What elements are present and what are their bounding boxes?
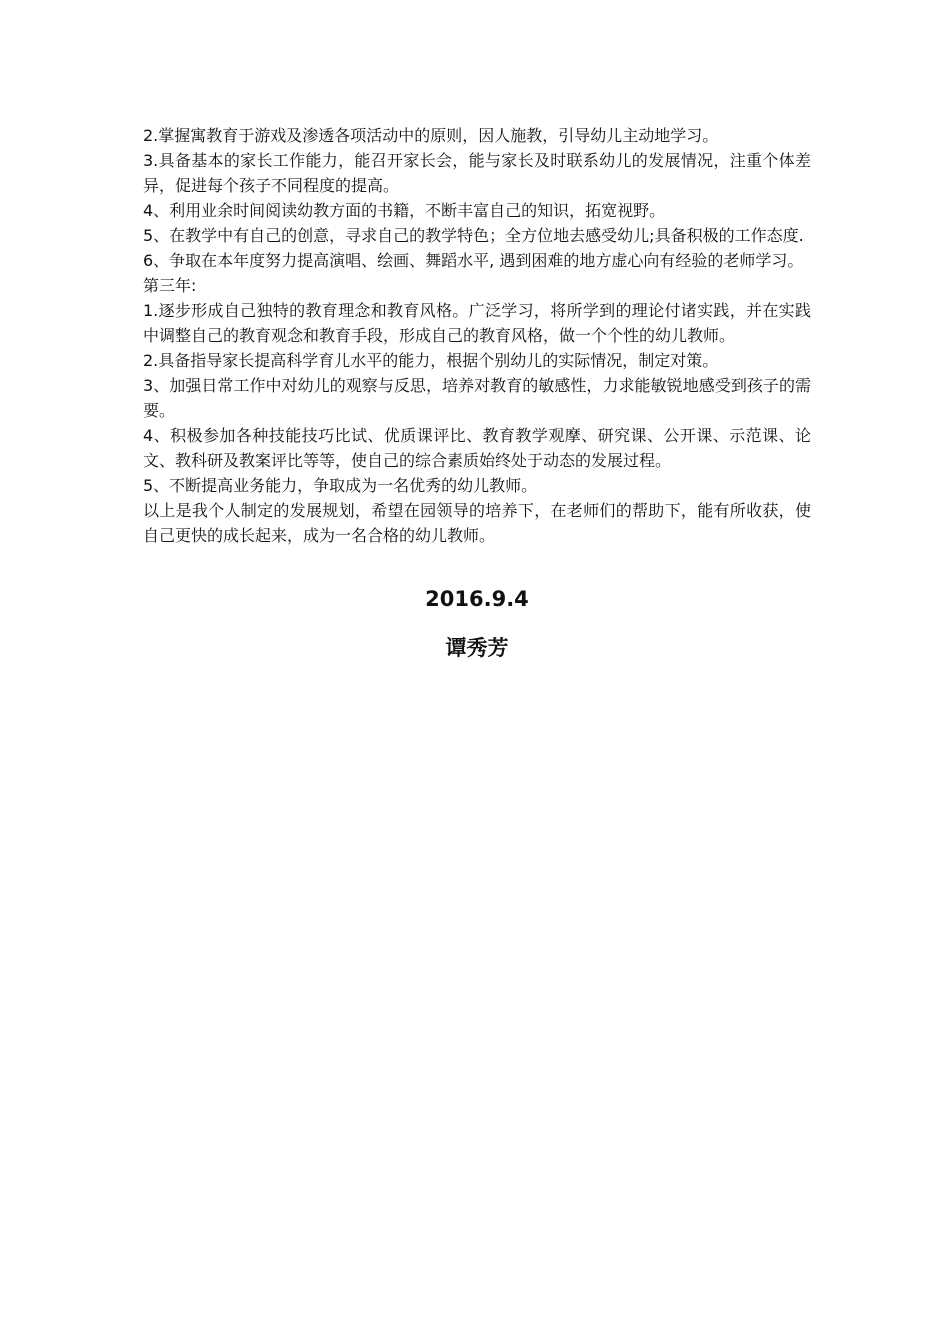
paragraph-item-4-competitions: 4、积极参加各种技能技巧比试、优质课评比、教育教学观摩、研究课、公开课、示范课、论文、教科研及教案评比等等，使自己的综合素质始终处于动态的发展过程。 [143, 426, 811, 470]
author-signature: 谭秀芳 [445, 636, 509, 660]
paragraph-item-3-observation: 3、加强日常工作中对幼儿的观察与反思，培养对教育的敏感性，力求能敏锐地感受到孩子的需要。 [143, 376, 811, 420]
document-body [143, 123, 811, 548]
paragraph-item-5-teaching-style: 5、在教学中有自己的创意，寻求自己的教学特色；全方位地去感受幼儿;具备积极的工作态度. [143, 226, 804, 245]
paragraph-item-1-philosophy: 1.逐步形成自己独特的教育理念和教育风格。广泛学习，将所学到的理论付诸实践，并在实践中调整自己的教育观念和教育手段，形成自己的教育风格，做一个个性的幼儿教师。 [143, 301, 811, 345]
paragraph-item-6-arts: 6、争取在本年度努力提高演唱、绘画、舞蹈水平, 遇到困难的地方虚心向有经验的老师学习。 [143, 251, 804, 270]
paragraph-item-3-parent-work: 3.具备基本的家长工作能力，能召开家长会，能与家长及时联系幼儿的发展情况，注重个体差异，促进每个孩子不同程度的提高。 [143, 151, 811, 195]
document-date: 2016.9.4 [425, 587, 529, 611]
section-heading-third-year: 第三年: [143, 276, 197, 295]
paragraph-item-4-reading: 4、利用业余时间阅读幼教方面的书籍，不断丰富自己的知识，拓宽视野。 [143, 201, 666, 220]
paragraph-item-2-guidance: 2.具备指导家长提高科学育儿水平的能力，根据个别幼儿的实际情况，制定对策。 [143, 351, 719, 370]
paragraph-item-5-professional: 5、不断提高业务能力，争取成为一名优秀的幼儿教师。 [143, 476, 538, 495]
paragraph-conclusion: 以上是我个人制定的发展规划，希望在园领导的培养下，在老师们的帮助下，能有所收获，使自己更快的成长起来，成为一名合格的幼儿教师。 [143, 501, 811, 545]
paragraph-item-2-parent-skills: 2.掌握寓教育于游戏及渗透各项活动中的原则，因人施教，引导幼儿主动地学习。 [143, 126, 719, 145]
